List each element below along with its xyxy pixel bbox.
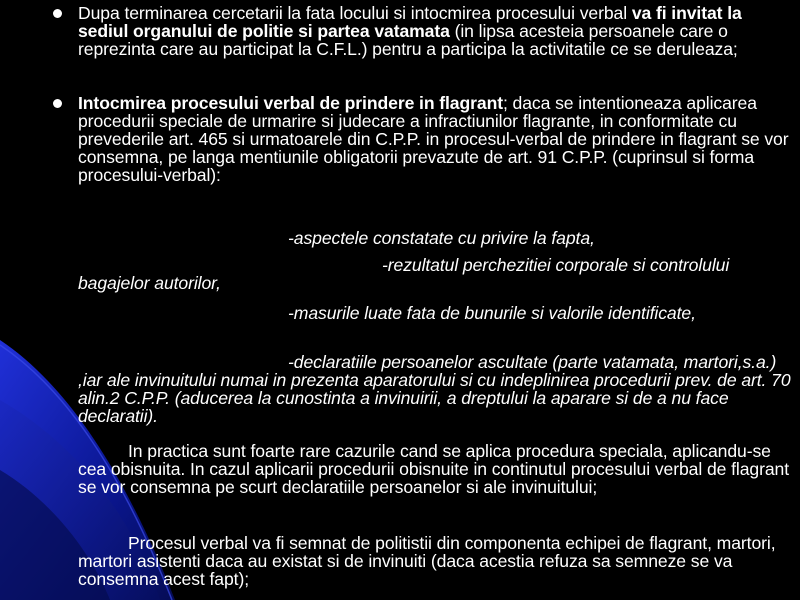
item-aspectele: -aspectele constatate cu privire la fapta, bbox=[288, 228, 595, 248]
bullet-1-text-end: (in lipsa acesteia persoanele care o reprezinta care au participat la C.F.L.) pentru a participa la activitatile ce se deruleaza; bbox=[78, 21, 738, 59]
bullet-dot-2 bbox=[53, 99, 62, 108]
bullet-2-bold-text: Intocmirea procesului verbal de prindere in flagrant bbox=[78, 93, 503, 113]
bullet-2-text: ; daca se intentioneaza aplicarea procedurii speciale de urmarire si judecare a infractiunilor flagrante, in conformitate cu prevederile art. 465 si urmatoarele din C.P.P. in procesul-verbal de prindere in flagrant se vor consemna, pe langa mentiunile obligatorii prevazute de art. 91 C.P.P. (cuprinsul si forma procesului-verbal): bbox=[78, 93, 789, 185]
paragraph-procesul-verbal: Procesul verbal va fi semnat de politistii din componenta echipei de flagrant, martori, martori asistenti daca au existat si de invinuiti (daca acestia refuza sa semneze se va consemna acest fapt); bbox=[78, 533, 776, 589]
paragraph-in-practica: In practica sunt foarte rare cazurile cand se aplica procedura speciala, aplicandu-se cea obisnuita. In cazul aplicarii procedurii obisnuite in continutul procesului verbal de flagrant se vor consemna pe scurt declaratiile persoanelor si ale invinuitului; bbox=[78, 441, 789, 497]
bullet-1-text: Dupa terminarea cercetarii la fata locului si intocmirea procesului verbal bbox=[78, 3, 632, 23]
bullet-paragraph-2 bbox=[78, 94, 794, 184]
bullet-dot-1 bbox=[53, 9, 62, 18]
bullet-1-bold-text: va fi invitat la sediul organului de politie si partea vatamata bbox=[78, 3, 742, 41]
bullet-paragraph-1 bbox=[78, 4, 794, 58]
item-rezultatul: -rezultatul perchezitiei corporale si controlului bagajelor autorilor, bbox=[78, 255, 730, 293]
item-masurile: -masurile luate fata de bunurile si valorile identificate, bbox=[288, 303, 696, 323]
item-declaratiile: -declaratiile persoanelor ascultate (parte vatamata, martori,s.a.) ,iar ale invinuitului numai in prezenta aparatorului si cu indeplinirea procedurii prev. de art. 70 alin.2 C.P.P. (aducerea la cunostinta a invinuirii, a dreptului la aparare si de a nu face declaratii). bbox=[78, 352, 791, 426]
